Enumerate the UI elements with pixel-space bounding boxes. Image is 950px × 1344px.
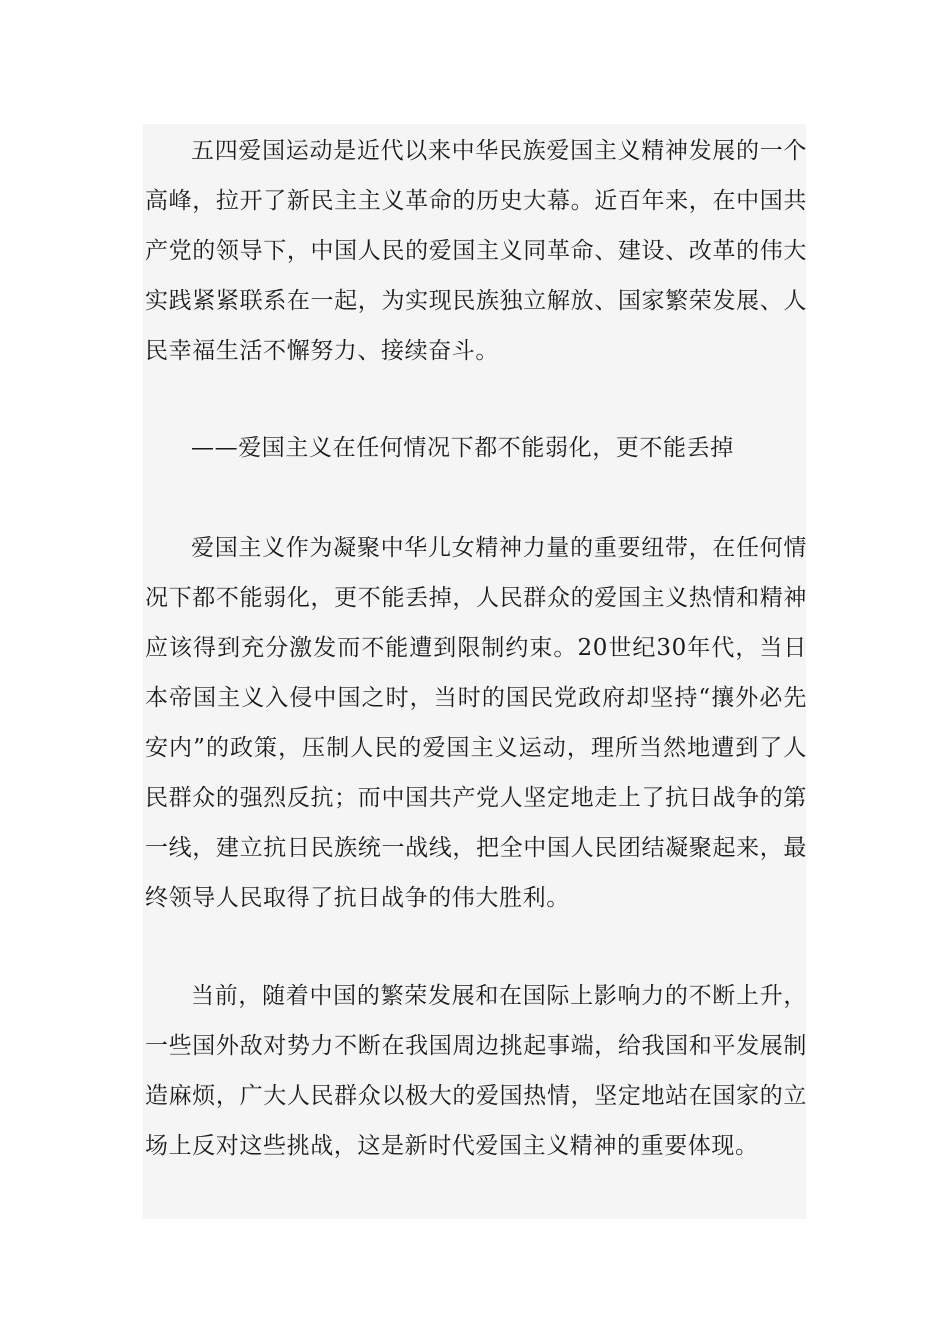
section-heading: ——爱国主义在任何情况下都不能弱化，更不能丢掉 — [191, 435, 734, 461]
paragraph-intro: 五四爱国运动是近代以来中华民族爱国主义精神发展的一个高峰，拉开了新民主主义革命的历史大幕。近百年来，在中国共产党的领导下，中国人民的爱国主义同革命、建设、改革的伟大实践紧紧联系在一起，为实现民族独立解放、国家繁荣发展、人民幸福生活不懈努力、接续奋斗。 — [145, 138, 807, 364]
paragraph-history: 爱国主义作为凝聚中华儿女精神力量的重要纽带，在任何情况下都不能弱化，更不能丢掉，人民群众的爱国主义热情和精神应该得到充分激发而不能遭到限制约束。20世纪30年代，当日本帝国主义入侵中国之时，当时的国民党政府却坚持“攘外必先安内”的政策，压制人民的爱国主义运动，理所当然地遭到了人民群众的强烈反抗；而中国共产党人坚定地走上了抗日战争的第一线，建立抗日民族统一战线，把全中国人民团结凝聚起来，最终领导人民取得了抗日战争的伟大胜利。 — [145, 535, 807, 911]
paragraph-current: 当前，随着中国的繁荣发展和在国际上影响力的不断上升，一些国外敌对势力不断在我国周边挑起事端，给我国和平发展制造麻烦，广大人民群众以极大的爱国热情，坚定地站在国家的立场上反对这些挑战，这是新时代爱国主义精神的重要体现。 — [145, 983, 807, 1159]
